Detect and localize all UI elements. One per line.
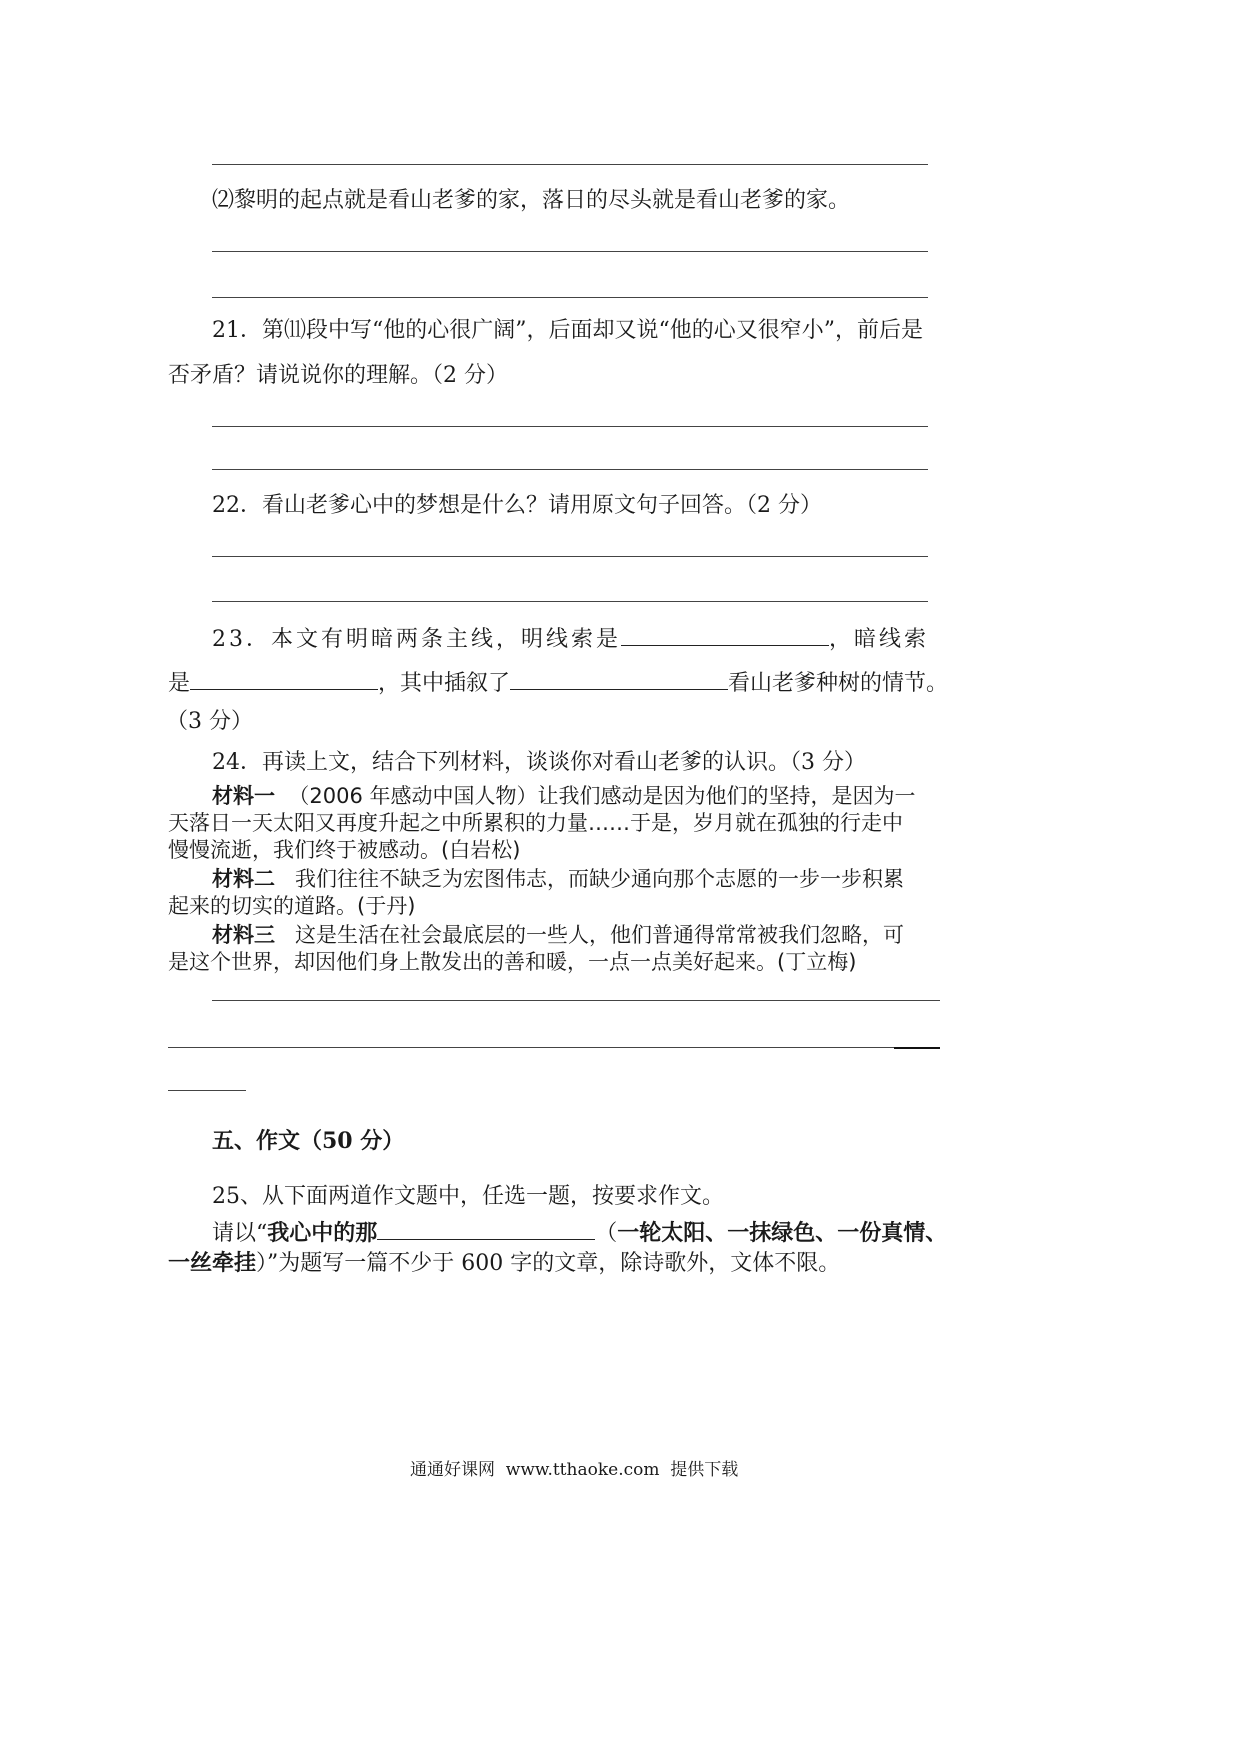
essay-text-3: ）”为题写一篇不少于 600 字的文章，除诗歌外，文体不限。 xyxy=(256,1251,841,1276)
answer-line xyxy=(212,164,928,165)
section-5-heading: 五、作文（50 分） xyxy=(212,1128,405,1154)
question-23-line1 xyxy=(212,621,929,655)
material-2-text: 我们往往不缺乏为宏图伟志，而缺少通向那个志愿的一步一步积累 xyxy=(295,867,905,891)
answer-line xyxy=(212,297,928,298)
question-25: 25、从下面两道作文题中，任选一题，按要求作文。 xyxy=(212,1184,724,1209)
question-21-line2: 否矛盾？请说说你的理解。（2 分） xyxy=(168,363,508,388)
material-2-line2: 起来的切实的道路。(于丹) xyxy=(168,894,416,918)
material-1-line2: 天落日一天太阳又再度升起之中所累积的力量……于是，岁月就在孤独的行走中 xyxy=(168,811,903,835)
answer-line xyxy=(212,601,928,602)
fill-blank-hidden-clue[interactable] xyxy=(190,665,378,690)
answer-line xyxy=(212,426,928,427)
material-3-line2: 是这个世界，却因他们身上散发出的善和暖，一点一点美好起来。(丁立梅) xyxy=(168,950,857,974)
material-1-text: （2006 年感动中国人物）让我们感动是因为他们的坚持，是因为一 xyxy=(288,784,916,808)
answer-line xyxy=(212,1000,940,1001)
material-3-text: 这是生活在社会最底层的一些人，他们普通得常常被我们忽略，可 xyxy=(295,923,905,947)
material-1-label: 材料一 xyxy=(212,784,275,808)
question-23-score: （3 分） xyxy=(166,709,253,734)
material-1-line1 xyxy=(212,781,915,811)
essay-option-last: 一丝牵挂 xyxy=(168,1250,257,1276)
answer-line xyxy=(212,469,928,470)
answer-line xyxy=(212,556,928,557)
essay-options: 一轮太阳、一抹绿色、一份真情、 xyxy=(617,1220,948,1246)
fill-blank-essay-title[interactable] xyxy=(377,1215,595,1240)
question-21-line1: 21．第⑾段中写“他的心很广阔”，后面却又说“他的心又很窄小”，前后是 xyxy=(212,318,923,343)
q23-text-1: 23．本文有明暗两条主线，明线索是 xyxy=(212,627,621,652)
material-1-line3: 慢慢流逝，我们终于被感动。(白岩松) xyxy=(168,838,521,862)
question-20-2: ⑵黎明的起点就是看山老爹的家，落日的尽头就是看山老爹的家。 xyxy=(212,188,851,213)
essay-text-1: 请以“ xyxy=(212,1221,268,1246)
q23-text-2: ，暗线索 xyxy=(829,627,930,652)
q23-text-5: 看山老爹种树的情节。 xyxy=(728,671,949,696)
essay-title-start: 我心中的那 xyxy=(267,1220,378,1246)
question-24: 24．再读上文，结合下列材料，谈谈你对看山老爹的认识。（3 分） xyxy=(212,750,866,775)
q23-text-4: ，其中插叙了 xyxy=(378,671,511,696)
essay-prompt-line2 xyxy=(168,1248,840,1279)
answer-line-underscore xyxy=(894,1047,940,1049)
fill-blank-flashback[interactable] xyxy=(510,665,728,690)
material-2-label: 材料二 xyxy=(212,867,275,891)
material-3-label: 材料三 xyxy=(212,923,275,947)
essay-prompt-line1 xyxy=(212,1215,947,1249)
q23-text-3: 是 xyxy=(168,671,191,696)
fill-blank-main-clue[interactable] xyxy=(621,621,829,646)
question-23-line2 xyxy=(168,665,948,699)
answer-line xyxy=(212,251,928,252)
page-footer: 通通好课网 www.tthaoke.com 提供下载 xyxy=(410,1460,739,1480)
material-3-line1 xyxy=(212,920,904,950)
essay-text-2: （ xyxy=(595,1221,618,1246)
answer-line xyxy=(168,1047,894,1048)
material-2-line1 xyxy=(212,864,904,894)
question-22: 22．看山老爹心中的梦想是什么？请用原文句子回答。（2 分） xyxy=(212,493,822,518)
answer-line xyxy=(168,1090,246,1091)
